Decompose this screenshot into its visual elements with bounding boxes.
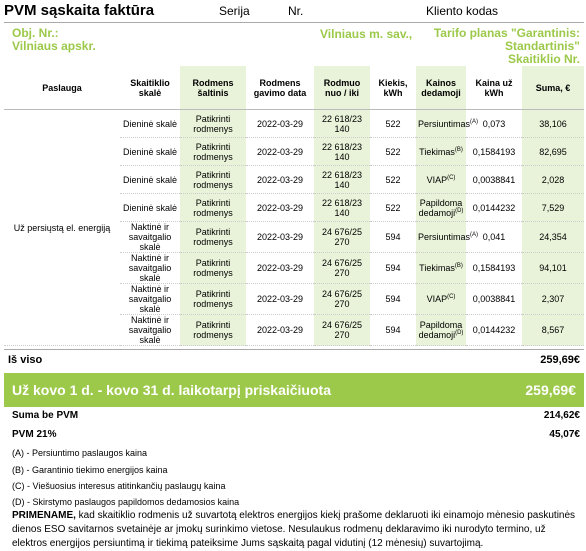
price-cell: 0,041 <box>466 222 522 253</box>
serija-label: Serija <box>219 4 250 18</box>
source-cell: Patikrinti rodmenys <box>180 194 246 222</box>
service-name: Už persiųstą el. energiją <box>4 110 120 346</box>
total-label: Iš viso <box>8 354 43 366</box>
scale-cell: Dieninė skalė <box>120 138 180 166</box>
source-cell: Patikrinti rodmenys <box>180 315 246 346</box>
amount-cell: 24,354 <box>522 222 584 253</box>
table-row <box>4 110 584 138</box>
col-header-amount: Suma, € <box>522 66 584 110</box>
col-header-source: Rodmens šaltinis <box>180 66 246 110</box>
component-mark: (C) <box>447 294 456 300</box>
component-label: Papildoma dedamoji <box>418 320 463 340</box>
component-cell <box>416 110 479 138</box>
date-cell: 2022-03-29 <box>246 194 314 222</box>
source-cell: Patikrinti rodmenys <box>180 166 246 194</box>
reminder-label: PRIMENAME, <box>12 510 76 521</box>
component-mark: (B) <box>454 263 463 269</box>
charges-table <box>4 66 584 346</box>
quantity-cell: 594 <box>370 284 416 315</box>
reading-cell: 24 676/25 270 <box>314 253 370 284</box>
period-total-band <box>4 373 584 407</box>
date-cell: 2022-03-29 <box>246 315 314 346</box>
invoice-title: PVM sąskaita faktūra <box>4 2 155 19</box>
component-cell <box>416 194 466 222</box>
meter-number-label: Skaitiklio Nr. <box>507 52 580 66</box>
amount-cell: 82,695 <box>522 138 584 166</box>
date-cell: 2022-03-29 <box>246 166 314 194</box>
component-mark: (C) <box>447 174 456 181</box>
component-cell <box>416 138 466 166</box>
component-label: VIAP <box>426 294 448 304</box>
amount-cell: 8,567 <box>522 315 584 346</box>
quantity-cell: 522 <box>370 110 416 138</box>
component-cell <box>416 253 466 284</box>
amount-cell: 94,101 <box>522 253 584 284</box>
region-label: Vilniaus apskr. <box>12 39 96 53</box>
scale-cell: Dieninė skalė <box>120 194 180 222</box>
period-total-value: 259,69€ <box>525 382 576 398</box>
legend-item-c: (C) - Viešuosius interesus atitinkančių paslaugų kaina <box>12 481 226 491</box>
amount-cell: 38,106 <box>522 110 584 138</box>
vat-value: 45,07€ <box>549 429 580 440</box>
price-cell: 0,1584193 <box>466 253 522 284</box>
col-header-reading: Rodmuo nuo / iki <box>314 66 370 110</box>
date-cell: 2022-03-29 <box>246 138 314 166</box>
component-mark: (A) <box>470 118 479 125</box>
scale-cell: Naktinė ir savaitgalio skalė <box>120 284 180 315</box>
amount-without-vat-label: Suma be PVM <box>12 410 79 421</box>
component-label: Tiekimas <box>419 263 455 273</box>
amount-cell: 2,307 <box>522 284 584 315</box>
component-label: Persiuntimas <box>418 232 471 242</box>
price-cell: 0,0144232 <box>466 194 522 222</box>
component-cell <box>416 284 466 315</box>
reading-cell: 22 618/23 140 <box>314 166 370 194</box>
date-cell: 2022-03-29 <box>246 222 314 253</box>
price-cell: 0,0038841 <box>466 284 522 315</box>
legend-item-a: (A) - Persiuntimo paslaugos kaina <box>12 448 148 458</box>
reading-cell: 22 618/23 140 <box>314 110 370 138</box>
component-cell <box>416 315 466 346</box>
source-cell: Patikrinti rodmenys <box>180 253 246 284</box>
amount-without-vat-value: 214,62€ <box>543 410 580 421</box>
object-number-label: Obj. Nr.: <box>12 26 59 40</box>
reading-cell: 22 618/23 140 <box>314 138 370 166</box>
scale-cell: Dieninė skalė <box>120 110 180 138</box>
legend-item-b: (B) - Garantinio tiekimo energijos kaina <box>12 465 168 475</box>
source-cell: Patikrinti rodmenys <box>180 222 246 253</box>
col-header-price: Kaina už kWh <box>466 66 522 110</box>
quantity-cell: 522 <box>370 194 416 222</box>
component-label: Tiekimas <box>419 146 455 157</box>
object-info <box>12 27 96 53</box>
table-body <box>4 110 584 346</box>
tariff-plan-line1: Tarifo planas "Garantinis: <box>433 26 580 40</box>
scale-cell: Dieninė skalė <box>120 166 180 194</box>
number-label: Nr. <box>288 4 304 18</box>
component-mark: (D) <box>455 330 464 336</box>
quantity-cell: 522 <box>370 166 416 194</box>
client-code-label: Kliento kodas <box>426 4 499 18</box>
source-cell: Patikrinti rodmenys <box>180 138 246 166</box>
reading-cell: 24 676/25 270 <box>314 284 370 315</box>
date-cell: 2022-03-29 <box>246 110 314 138</box>
vat-label: PVM 21% <box>12 429 57 440</box>
scale-cell: Naktinė ir savaitgalio skalė <box>120 315 180 346</box>
amount-cell: 7,529 <box>522 194 584 222</box>
quantity-cell: 594 <box>370 222 416 253</box>
component-cell <box>416 166 466 194</box>
quantity-cell: 594 <box>370 253 416 284</box>
total-value: 259,69€ <box>540 354 580 366</box>
tariff-plan <box>434 27 580 66</box>
scale-cell: Naktinė ir savaitgalio skalė <box>120 253 180 284</box>
component-mark: (D) <box>455 207 464 214</box>
price-cell: 0,0144232 <box>466 315 522 346</box>
reminder-text: kad skaitiklio rodmenis už suvartotą elektros energijos kiekį prašome deklaruoti iki einamojo mėnesio paskutinės dienos ESO savitarnos svetainėje ar įmokų surinkimo vietose. Nesulaukus rodmenų deklaravimo iki nurodyto termino, už elektros energijos persiuntimą ir tiekimą pateiksime Jums sąskaitą pagal vidutinį (12 mėnesių) suvartojimą. <box>12 510 576 549</box>
component-mark: (B) <box>454 146 463 153</box>
municipality-label: Vilniaus m. sav., <box>320 27 413 41</box>
scale-cell: Naktinė ir savaitgalio skalė <box>120 222 180 253</box>
col-header-service: Paslauga <box>4 66 120 110</box>
col-header-quantity: Kiekis, kWh <box>370 66 416 110</box>
source-cell: Patikrinti rodmenys <box>180 284 246 315</box>
reminder-note <box>12 509 582 551</box>
tariff-plan-line2: Standartinis" <box>504 39 580 53</box>
date-cell: 2022-03-29 <box>246 284 314 315</box>
source-cell: Patikrinti rodmenys <box>180 110 246 138</box>
header-divider <box>4 22 584 23</box>
reading-cell: 22 618/23 140 <box>314 194 370 222</box>
table-header-row <box>4 66 584 110</box>
component-label: Persiuntimas <box>418 118 471 129</box>
total-row <box>4 349 584 370</box>
reading-cell: 24 676/25 270 <box>314 222 370 253</box>
price-cell: 0,073 <box>466 110 522 138</box>
col-header-scale: Skaitiklio skalė <box>120 66 180 110</box>
component-mark: (A) <box>470 232 479 238</box>
col-header-date: Rodmens gavimo data <box>246 66 314 110</box>
reading-cell: 24 676/25 270 <box>314 315 370 346</box>
quantity-cell: 522 <box>370 138 416 166</box>
component-cell <box>416 222 479 253</box>
invoice-header <box>4 2 584 22</box>
component-label: Papildoma dedamoji <box>418 197 463 218</box>
component-label: VIAP <box>426 174 448 185</box>
period-total-label: Už kovo 1 d. - kovo 31 d. laikotarpį priskaičiuota <box>12 382 331 398</box>
date-cell: 2022-03-29 <box>246 253 314 284</box>
quantity-cell: 594 <box>370 315 416 346</box>
price-cell: 0,1584193 <box>466 138 522 166</box>
price-cell: 0,0038841 <box>466 166 522 194</box>
amount-cell: 2,028 <box>522 166 584 194</box>
col-header-component: Kainos dedamoji <box>416 66 466 110</box>
legend-item-d: (D) - Skirstymo paslaugos papildomos dedamosios kaina <box>12 497 240 507</box>
